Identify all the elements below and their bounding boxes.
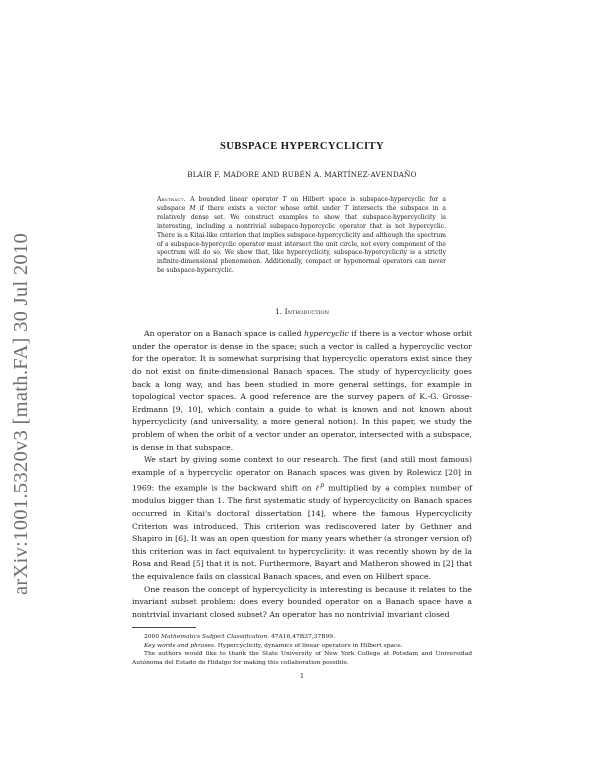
abstract <box>157 196 446 276</box>
intro-p2-text-b: multiplied by a complex number of modulus bigger than 1. The first systematic study of hypercyclicity on Banach spaces occurred in Kitai's doctoral dissertation [14], where the famous Hypercyclicity Criterion was introduced. This criterion was rediscovered later by Gethner and Shapiro in [6]. It was an open question for many years whether (a stronger version of) this criterion was in fact equivalent to hypercyclicity: it was recently shown by de la Rosa and Read [5] that it is not. Furthermore, Bayart and Matheron showed in [2] that the equivalence fails on classical Banach spaces, and even on Hilbert space. <box>132 483 473 581</box>
intro-p1-text-b: if there is a vector whose orbit under the operator is dense in the space; such a vector is called a hypercyclic vector for the operator. It is somewhat surprising that hypercyclic operators exist since they do not exist on finite-dimensional Banach spaces. The study of hypercyclicity goes back a long way, and has been studied in more general settings, for example in topological vector spaces. A good reference are the survey papers of K.-G. Grosse-Erdmann [9, 10], which contain a guide to what is known and not known about hypercyclicity (and universality, a more general notion). In this paper, we study the problem of when the orbit of a vector under an operator, intersected with a subspace, is dense in that subspace. <box>132 329 472 452</box>
paper-authors: BLAIR F. MADORE AND RUBÉN A. MARTÍNEZ-AVENDAÑO <box>187 170 417 179</box>
abstract-label: Abstract. <box>157 196 186 203</box>
footnote-keywords-text: Hypercyclicity, dynamics of linear operators in Hilbert space. <box>215 641 403 649</box>
footnote-keywords-label: Key words and phrases. <box>144 641 216 649</box>
introduction-body <box>132 328 472 621</box>
paper-title: SUBSPACE HYPERCYCLICITY <box>219 141 385 152</box>
footnote-msc-year: 2000 <box>144 633 161 641</box>
section-heading <box>132 307 472 317</box>
section-number: 1. <box>274 307 283 317</box>
abstract-operator-t-2: T <box>344 204 349 212</box>
footnote-msc <box>132 633 472 642</box>
intro-paragraph-1 <box>132 328 472 454</box>
arxiv-identifier: arXiv:1001.5320v3 [math.FA] 30 Jul 2010 <box>10 232 32 595</box>
section-title: Introduction <box>284 307 330 317</box>
footnote-acknowledgement: The authors would like to thank the State University of New York College at Potsdam and Universidad Autónoma del Estado de Hidalgo for making this collaboration possible. <box>132 650 472 666</box>
footnotes <box>132 633 472 667</box>
abstract-text-4: intersects the subspace in a relatively dense set. We construct examples to show that subspace-hypercyclicity is interesting, including a nontrivial subspace-hypercyclic operator that is not hypercyclic. There is a Kitai-like criterion that implies subspace-hypercyclicity and although the spectrum of a subspace-hypercyclic operator must intersect the unit circle, not every component of the spectrum will do so. We show that, like hypercyclicity, subspace-hypercyclicity is a strictly infinite-dimensional phenomenon. Additionally, compact or hyponormal operators can never be subspace-hypercyclic. <box>157 204 446 275</box>
abstract-operator-t: T <box>282 196 287 203</box>
intro-paragraph-3: One reason the concept of hypercyclicity is interesting is because it relates to the invariant subset problem: does every bounded operator on a Banach space have a nontrivial invariant closed subset? An operator has no nontrivial invariant closed <box>132 584 472 619</box>
paper-page <box>132 140 472 681</box>
arxiv-side-stamp <box>6 185 38 595</box>
footnote-msc-codes: 47A16,47B37,37B99. <box>269 633 335 641</box>
footnote-msc-label: Mathematics Subject Classification. <box>161 633 270 641</box>
intro-paragraph-2 <box>132 454 472 584</box>
intro-p2-text-a: We start by giving some context to our research. The first (and still most famous) example of a hypercyclic operator on Banach spaces was given by Rolewicz [20] in 1969: the example is the backward shift on <box>132 455 472 493</box>
abstract-text-1: A bounded linear operator <box>190 196 283 203</box>
footnote-divider <box>132 627 196 628</box>
abstract-text-2: on Hilbert space is subspace-hypercyclic for a subspace <box>157 196 446 212</box>
footnote-keywords <box>132 642 472 651</box>
intro-lp-superscript: p <box>320 481 325 490</box>
intro-term-hypercyclic: hypercyclic <box>304 329 349 339</box>
abstract-subspace-m: M <box>189 204 196 212</box>
page-number: 1 <box>300 673 304 681</box>
intro-p1-text-a: An operator on a Banach space is called <box>144 329 305 339</box>
abstract-text-3: if there exists a vector whose orbit under <box>195 204 345 212</box>
intro-lp-symbol: ℓ <box>315 483 321 493</box>
